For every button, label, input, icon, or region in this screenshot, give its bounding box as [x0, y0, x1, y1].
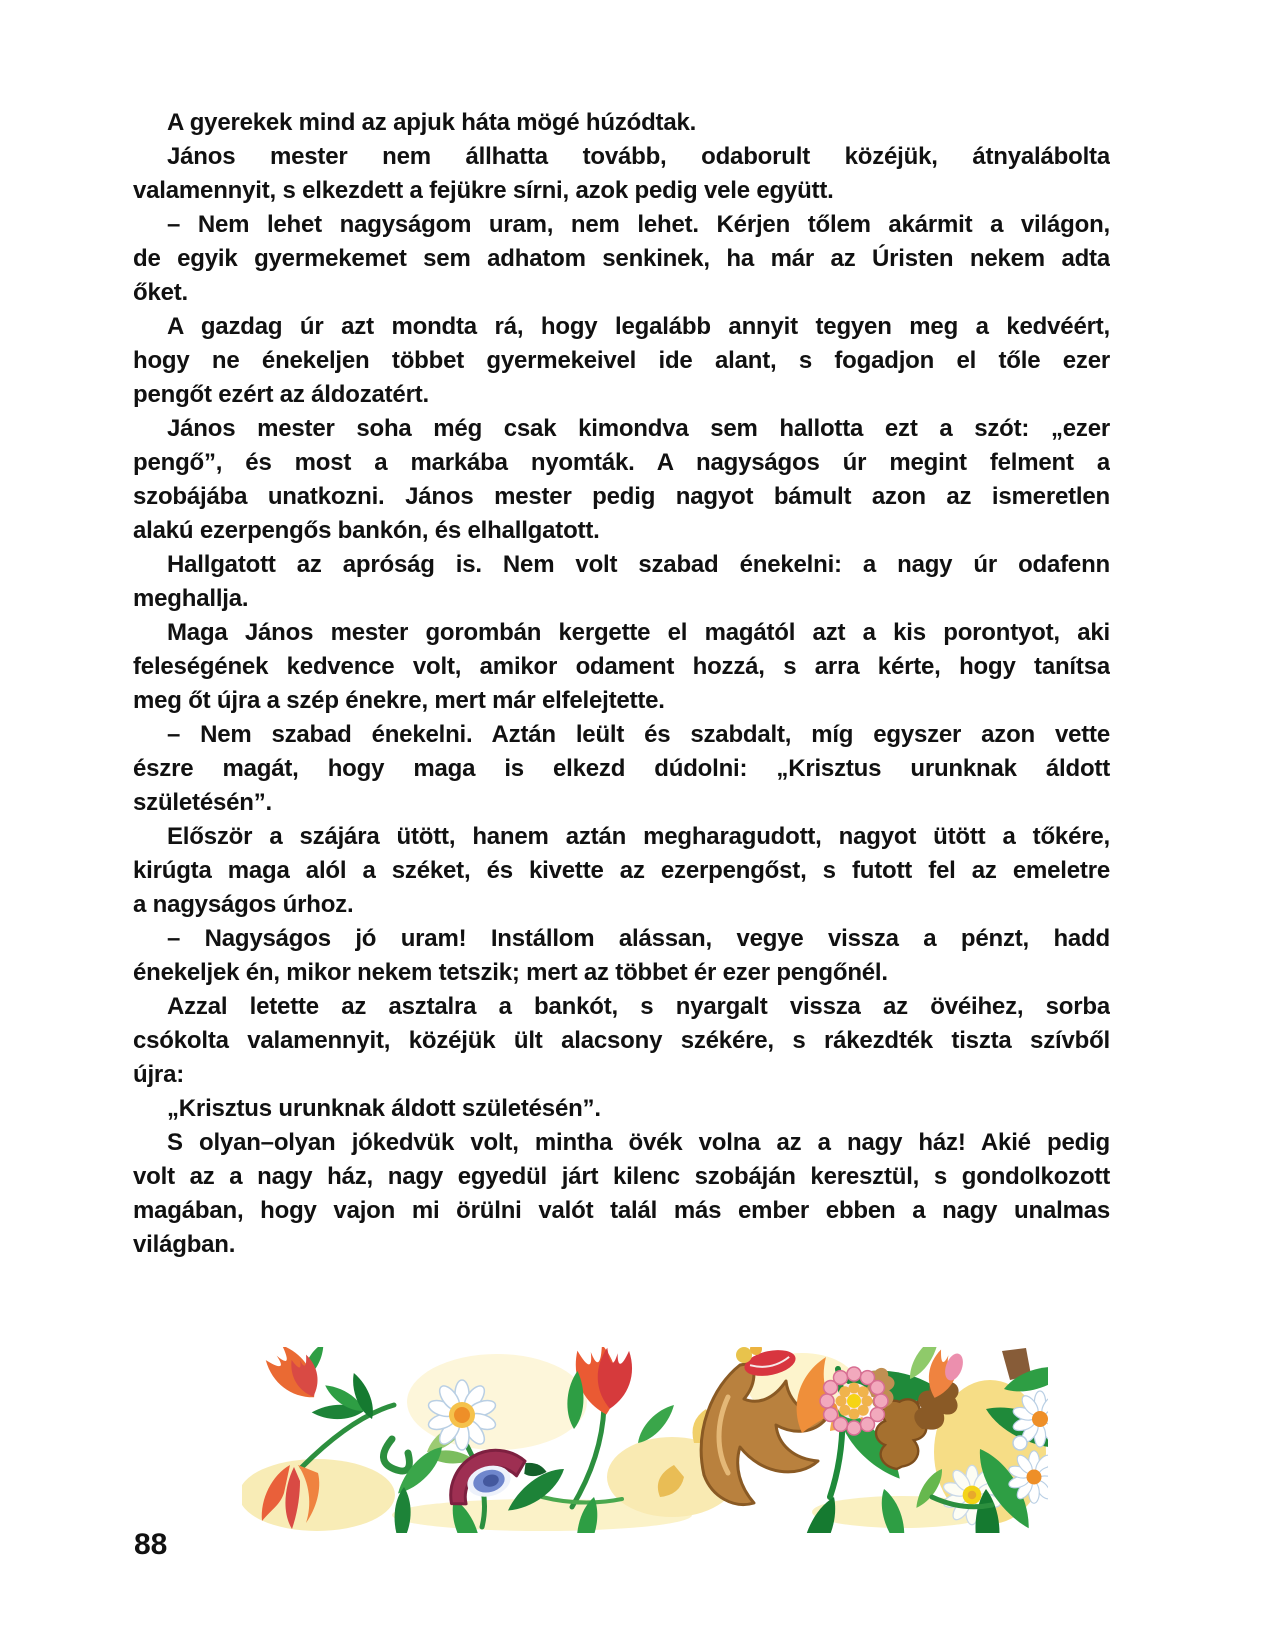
text-line: hogy ne énekeljen többet gyermekeivel ide alant, s fogadjon el tőle ezer [133, 347, 1110, 374]
text-line: volt az a nagy ház, nagy egyedül járt kilenc szobáján keresztül, s gondolkozott [133, 1163, 1110, 1190]
text-line: valamennyit, s elkezdett a fejükre sírni, azok pedig vele együtt. [133, 177, 834, 204]
text-line: születésén”. [133, 789, 272, 816]
page-number: 88 [134, 1528, 168, 1561]
text-line: Maga János mester gorombán kergette el magától azt a kis porontyot, aki [167, 619, 1110, 646]
text-line: de egyik gyermekemet sem adhatom senkinek, ha már az Úristen nekem adta [133, 245, 1110, 272]
text-line: a nagyságos úrhoz. [133, 891, 354, 918]
text-line: János mester nem állhatta tovább, odaborult közéjük, átnyalábolta [167, 143, 1110, 170]
story-text [133, 106, 1110, 1262]
text-line: János mester soha még csak kimondva sem hallotta ezt a szót: „ezer [167, 415, 1110, 442]
text-line: világban. [133, 1231, 236, 1258]
text-line: csókolta valamennyit, közéjük ült alacsony székére, s rákezdték tiszta szívből [133, 1027, 1110, 1054]
text-line: Először a szájára ütött, hanem aztán megharagudott, nagyot ütött a tőkére, [167, 823, 1110, 850]
text-line: pengő”, és most a markába nyomták. A nagyságos úr megint felment a [133, 449, 1110, 476]
text-line: S olyan–olyan jókedvük volt, mintha övék volna az a nagy ház! Akié pedig [167, 1129, 1110, 1156]
text-line: – Nagyságos jó uram! Instállom alássan, vegye vissza a pénzt, hadd [167, 925, 1110, 952]
text-line: – Nem szabad énekelni. Aztán leült és szabdalt, míg egyszer azon vette [167, 721, 1110, 748]
text-line: észre magát, hogy maga is elkezd dúdolni: „Krisztus urunknak áldott [133, 755, 1110, 782]
text-line: A gazdag úr azt mondta rá, hogy legalább annyit tegyen meg a kedvéért, [167, 313, 1110, 340]
text-line: feleségének kedvence volt, amikor odament hozzá, s arra kérte, hogy tanítsa [133, 653, 1110, 680]
text-line: pengőt ezért az áldozatért. [133, 381, 429, 408]
text-line: – Nem lehet nagyságom uram, nem lehet. Kérjen tőlem akármit a világon, [167, 211, 1110, 238]
text-line: meg őt újra a szép énekre, mert már elfelejtette. [133, 687, 665, 714]
text-line: őket. [133, 279, 189, 306]
text-line: meghallja. [133, 585, 249, 612]
text-line: Hallgatott az apróság is. Nem volt szabad énekelni: a nagy úr odafenn [167, 551, 1110, 578]
text-line: Azzal letette az asztalra a bankót, s nyargalt vissza az övéihez, sorba [167, 993, 1110, 1020]
text-line: alakú ezerpengős bankón, és elhallgatott. [133, 517, 600, 544]
text-line: újra: [133, 1061, 185, 1088]
text-line: A gyerekek mind az apjuk háta mögé húzódtak. [167, 109, 697, 136]
text-line: kirúgta maga alól a széket, és kivette az ezerpengőst, s futott fel az emeletre [133, 857, 1110, 884]
text-line: szobájába unatkozni. János mester pedig nagyot bámult azon az ismeretlen [133, 483, 1110, 510]
text-line: énekeljek én, mikor nekem tetszik; mert az többet ér ezer pengőnél. [133, 959, 888, 986]
text-line: magában, hogy vajon mi örülni valót talál más ember ebben a nagy unalmas [133, 1197, 1110, 1224]
text-line: „Krisztus urunknak áldott születésén”. [167, 1095, 601, 1122]
floral-border-illustration [242, 1347, 1048, 1533]
